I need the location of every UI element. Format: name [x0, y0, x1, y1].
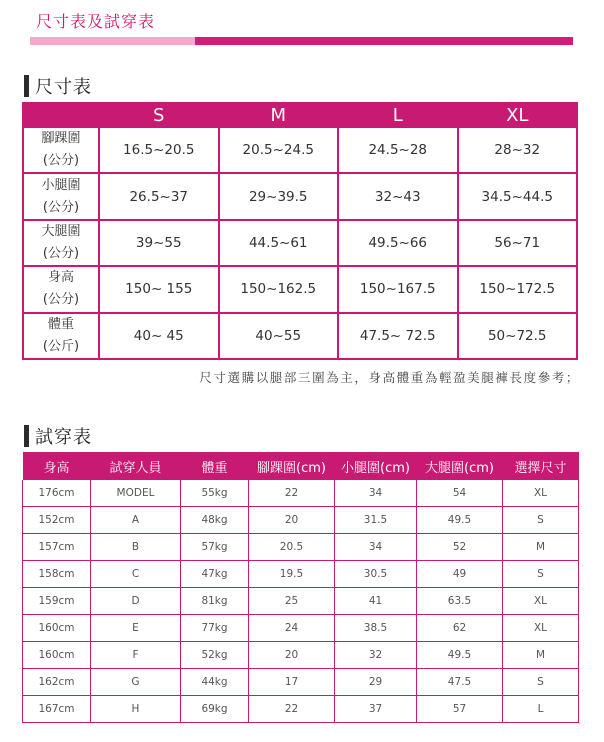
fit-cell: 19.5 — [249, 561, 335, 588]
fit-cell: 20 — [249, 507, 335, 534]
fit-table-row — [23, 615, 579, 642]
fit-cell: XL — [503, 588, 579, 615]
fit-cell: F — [91, 642, 181, 669]
fit-header-cell: 大腿圍(cm) — [417, 452, 503, 480]
size-row-label — [24, 128, 98, 172]
fit-cell: 48kg — [181, 507, 249, 534]
fit-cell: 31.5 — [335, 507, 417, 534]
header-underline-light — [30, 37, 195, 45]
fit-cell: A — [91, 507, 181, 534]
size-row-label-name: 身高 — [47, 270, 74, 286]
fit-cell: S — [503, 507, 579, 534]
fit-header-cell: 體重 — [181, 452, 249, 480]
size-cell: 150~ 155 — [100, 267, 218, 311]
fit-cell: L — [503, 696, 579, 723]
size-cell: 50~72.5 — [459, 314, 577, 358]
fit-cell: 38.5 — [335, 615, 417, 642]
size-cell: 150~162.5 — [220, 267, 338, 311]
fit-cell: B — [91, 534, 181, 561]
size-table-row — [24, 267, 576, 311]
section-marker-bar — [24, 425, 29, 447]
fit-header-cell: 腳踝圍(cm) — [249, 452, 335, 480]
size-cell: 40~55 — [220, 314, 338, 358]
fit-cell: S — [503, 669, 579, 696]
fit-cell: 34 — [335, 480, 417, 507]
size-table — [22, 102, 578, 360]
size-table-header-row — [24, 104, 576, 126]
size-column-xl: XL — [506, 104, 529, 126]
fit-cell: 54 — [417, 480, 503, 507]
fit-cell: 62 — [417, 615, 503, 642]
fit-header-cell: 身高 — [23, 452, 91, 480]
fit-cell: XL — [503, 615, 579, 642]
fit-cell: XL — [503, 480, 579, 507]
fit-cell: E — [91, 615, 181, 642]
fit-cell: G — [91, 669, 181, 696]
fit-cell: MODEL — [91, 480, 181, 507]
fit-cell: 159cm — [23, 588, 91, 615]
size-cell: 47.5~ 72.5 — [339, 314, 457, 358]
fit-cell: 49 — [417, 561, 503, 588]
fit-cell: 29 — [335, 669, 417, 696]
size-table-row — [24, 128, 576, 172]
fit-cell: 37 — [335, 696, 417, 723]
fit-table-row — [23, 642, 579, 669]
fit-cell: 162cm — [23, 669, 91, 696]
size-cell: 56~71 — [459, 221, 577, 265]
fit-cell: 57 — [417, 696, 503, 723]
fit-cell: 49.5 — [417, 642, 503, 669]
fit-cell: 160cm — [23, 615, 91, 642]
fit-cell: H — [91, 696, 181, 723]
size-table-row — [24, 174, 576, 218]
fit-cell: 41 — [335, 588, 417, 615]
fit-cell: 22 — [249, 696, 335, 723]
size-row-label-unit: (公分) — [42, 245, 80, 261]
section-marker-bar — [24, 75, 29, 97]
size-section-title: 尺寸表 — [35, 77, 92, 98]
fit-cell: 167cm — [23, 696, 91, 723]
fit-table-row — [23, 561, 579, 588]
size-row-label — [24, 174, 98, 218]
size-cell: 40~ 45 — [100, 314, 218, 358]
fit-cell: S — [503, 561, 579, 588]
fit-cell: 32 — [335, 642, 417, 669]
size-table-row — [24, 221, 576, 265]
size-cell: 26.5~37 — [100, 174, 218, 218]
size-column-m: M — [270, 104, 287, 126]
size-row-label-unit: (公分) — [42, 199, 80, 215]
size-table-row — [24, 314, 576, 358]
fit-cell: 52kg — [181, 642, 249, 669]
fit-table-row — [23, 669, 579, 696]
fit-header-cell: 選擇尺寸 — [503, 452, 579, 480]
size-row-label-unit: (公分) — [42, 153, 80, 169]
fit-cell: 44kg — [181, 669, 249, 696]
fit-cell: 17 — [249, 669, 335, 696]
fit-header-cell: 小腿圍(cm) — [335, 452, 417, 480]
fit-cell: 30.5 — [335, 561, 417, 588]
fit-cell: 81kg — [181, 588, 249, 615]
size-row-label-unit: (公分) — [42, 292, 80, 308]
fit-cell: D — [91, 588, 181, 615]
fit-cell: 34 — [335, 534, 417, 561]
header-underline-dark — [195, 37, 573, 45]
page-title: 尺寸表及試穿表 — [36, 12, 156, 31]
fit-cell: 158cm — [23, 561, 91, 588]
fit-table-row — [23, 588, 579, 615]
fit-cell: 152cm — [23, 507, 91, 534]
size-row-label — [24, 221, 98, 265]
fit-cell: 49.5 — [417, 507, 503, 534]
fit-cell: 20 — [249, 642, 335, 669]
fit-cell: 57kg — [181, 534, 249, 561]
fit-cell: 63.5 — [417, 588, 503, 615]
size-row-label — [24, 314, 98, 358]
fit-table-header-row — [23, 452, 579, 480]
size-cell: 20.5~24.5 — [220, 128, 338, 172]
size-cell: 44.5~61 — [220, 221, 338, 265]
size-row-label-unit: (公斤) — [42, 338, 80, 354]
fit-cell: 176cm — [23, 480, 91, 507]
size-row-label-name: 小腿圍 — [41, 177, 81, 193]
size-cell: 39~55 — [100, 221, 218, 265]
size-row-label — [24, 267, 98, 311]
fit-table-row — [23, 696, 579, 723]
size-cell: 24.5~28 — [339, 128, 457, 172]
size-row-label-name: 腳踝圍 — [41, 131, 81, 147]
size-cell: 28~32 — [459, 128, 577, 172]
fit-table — [22, 452, 578, 723]
fit-cell: 160cm — [23, 642, 91, 669]
fit-cell: 24 — [249, 615, 335, 642]
fit-cell: M — [503, 534, 579, 561]
size-cell: 150~172.5 — [459, 267, 577, 311]
fit-header-cell: 試穿人員 — [91, 452, 181, 480]
fit-cell: M — [503, 642, 579, 669]
fit-cell: 157cm — [23, 534, 91, 561]
fit-table-row — [23, 534, 579, 561]
size-row-label-name: 大腿圍 — [41, 223, 81, 239]
size-cell: 29~39.5 — [220, 174, 338, 218]
size-cell: 150~167.5 — [339, 267, 457, 311]
fit-table-row — [23, 507, 579, 534]
size-cell: 16.5~20.5 — [100, 128, 218, 172]
fit-section-heading — [24, 423, 92, 449]
fit-cell: 47.5 — [417, 669, 503, 696]
fit-cell: 25 — [249, 588, 335, 615]
size-cell: 32~43 — [339, 174, 457, 218]
size-cell: 34.5~44.5 — [459, 174, 577, 218]
size-column-l: L — [392, 104, 403, 126]
fit-cell: 77kg — [181, 615, 249, 642]
fit-cell: 47kg — [181, 561, 249, 588]
fit-cell: 22 — [249, 480, 335, 507]
size-column-s: S — [153, 104, 165, 126]
size-note: 尺寸選購以腿部三圍為主，身高體重為輕盈美腿褲長度參考； — [199, 370, 580, 385]
size-row-label-name: 體重 — [47, 316, 74, 332]
fit-cell: 55kg — [181, 480, 249, 507]
fit-cell: C — [91, 561, 181, 588]
fit-cell: 20.5 — [249, 534, 335, 561]
fit-section-title: 試穿表 — [35, 427, 92, 448]
fit-cell: 52 — [417, 534, 503, 561]
size-cell: 49.5~66 — [339, 221, 457, 265]
fit-cell: 69kg — [181, 696, 249, 723]
fit-table-row — [23, 480, 579, 507]
size-section-heading — [24, 73, 92, 99]
size-table-corner — [24, 104, 98, 126]
